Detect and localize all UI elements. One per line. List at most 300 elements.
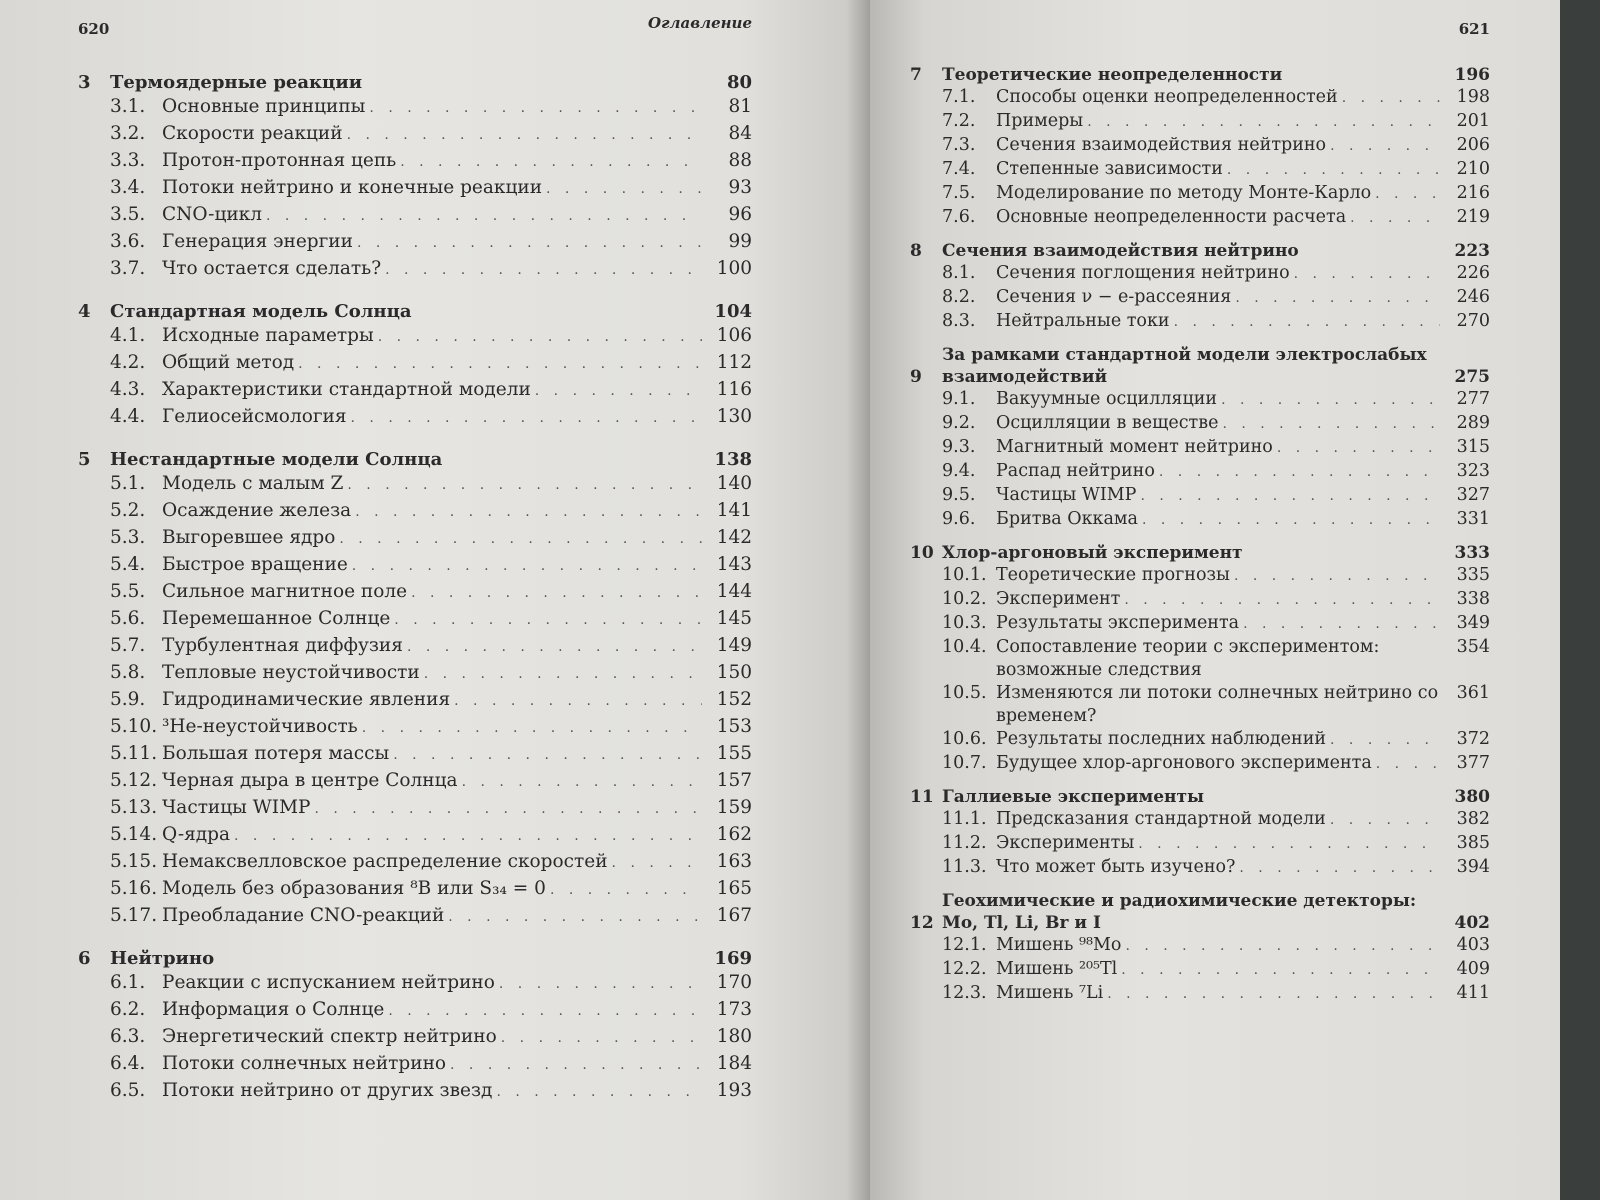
entry-number: 9.3. — [942, 437, 976, 457]
chapter-heading[interactable] — [78, 948, 752, 970]
toc-entry[interactable] — [910, 262, 1490, 286]
chapter-block — [910, 64, 1490, 230]
entry-number: 10.6. — [942, 729, 987, 749]
toc-entry[interactable] — [78, 660, 752, 687]
toc-entry[interactable] — [78, 552, 752, 579]
entry-page: 145 — [716, 608, 752, 629]
entry-number: 4.1. — [110, 325, 146, 346]
entry-number: 6.1. — [110, 972, 146, 993]
entry-page: 143 — [716, 554, 752, 575]
right-page-number: 621 — [1458, 20, 1490, 38]
entry-number: 10.5. — [942, 683, 987, 703]
chapter-heading[interactable] — [78, 301, 752, 323]
chapter-page: 223 — [1454, 241, 1490, 261]
dot-leader — [407, 635, 702, 660]
entry-title: Мишень ⁷Li — [996, 983, 1104, 1003]
entry-number: 6.2. — [110, 999, 146, 1020]
entry-page: 216 — [1456, 183, 1490, 203]
entry-title: Тепловые неустойчивости — [162, 662, 420, 683]
chapter-block — [78, 948, 752, 1105]
entry-number: 5.6. — [110, 608, 146, 629]
dot-leader — [362, 716, 702, 741]
toc-entry[interactable] — [910, 682, 1490, 728]
dot-leader — [1121, 959, 1440, 982]
dot-leader — [1235, 287, 1440, 310]
entry-page: 206 — [1456, 135, 1490, 155]
chapter-block — [910, 240, 1490, 334]
entry-title: ³He-неустойчивость — [162, 716, 358, 737]
dot-leader — [496, 1080, 702, 1105]
chapter-page: 80 — [726, 72, 752, 93]
dot-leader — [378, 325, 702, 350]
entry-title: Общий метод — [162, 352, 295, 373]
dot-leader — [450, 1053, 702, 1078]
toc-entry[interactable] — [910, 412, 1490, 436]
dot-leader — [424, 662, 702, 687]
toc-entry[interactable] — [78, 1024, 752, 1051]
chapter-block — [78, 301, 752, 431]
entry-number: 8.2. — [942, 287, 976, 307]
entry-title: Теоретические прогнозы — [996, 565, 1230, 585]
toc-entry[interactable] — [910, 564, 1490, 588]
dot-leader — [448, 905, 702, 930]
entry-page: 411 — [1456, 983, 1490, 1003]
entry-number: 9.6. — [942, 509, 976, 529]
entry-title: Результаты последних наблюдений — [996, 729, 1327, 749]
toc-entry[interactable] — [78, 148, 752, 175]
dot-leader — [234, 824, 702, 849]
entry-title: Потоки нейтрино и конечные реакции — [162, 177, 543, 198]
chapter-title: Галлиевые эксперименты — [942, 787, 1205, 807]
toc-entry[interactable] — [78, 1078, 752, 1105]
toc-entry[interactable] — [78, 323, 752, 350]
toc-entry[interactable] — [78, 94, 752, 121]
entry-page: 149 — [716, 635, 752, 656]
dot-leader — [351, 406, 702, 431]
toc-entry[interactable] — [78, 768, 752, 795]
entry-page: 354 — [1456, 637, 1490, 657]
toc-entry[interactable] — [910, 134, 1490, 158]
entry-number: 7.6. — [942, 207, 976, 227]
entry-page: 116 — [716, 379, 752, 400]
running-title: Оглавление — [648, 14, 752, 32]
chapter-heading[interactable] — [78, 72, 752, 94]
toc-entry[interactable] — [910, 508, 1490, 532]
dot-leader — [1350, 207, 1440, 230]
entry-number: 8.3. — [942, 311, 976, 331]
entry-number: 5.8. — [110, 662, 146, 683]
dot-leader — [1222, 413, 1440, 436]
toc-entry[interactable] — [78, 997, 752, 1024]
dot-leader — [454, 689, 702, 714]
entry-title: Моделирование по методу Монте-Карло — [996, 183, 1372, 203]
dot-leader — [1342, 87, 1440, 110]
entry-page: 100 — [716, 258, 752, 279]
entry-title: Информация о Солнце — [162, 999, 385, 1020]
entry-number: 11.2. — [942, 833, 987, 853]
dot-leader — [1239, 857, 1440, 880]
dot-leader — [1234, 565, 1440, 588]
entry-title: Вакуумные осцилляции — [996, 389, 1218, 409]
toc-entry[interactable] — [78, 795, 752, 822]
dot-leader — [550, 878, 702, 903]
toc-entry[interactable] — [910, 808, 1490, 832]
dot-leader — [339, 527, 702, 552]
entry-number: 10.2. — [942, 589, 987, 609]
entry-title: Модель без образования ⁸B или S₃₄ = 0 — [162, 878, 546, 899]
toc-entry[interactable] — [78, 471, 752, 498]
chapter-heading[interactable] — [910, 240, 1490, 262]
entry-page: 141 — [716, 500, 752, 521]
entry-number: 5.5. — [110, 581, 146, 602]
dot-leader — [347, 123, 702, 148]
chapter-block — [78, 72, 752, 283]
entry-title: Предсказания стандартной модели — [996, 809, 1326, 829]
entry-title: Черная дыра в центре Солнца — [162, 770, 458, 791]
toc-entry[interactable] — [78, 1051, 752, 1078]
toc-entry[interactable] — [910, 158, 1490, 182]
entry-title: Сечения взаимодействия нейтрино — [996, 135, 1327, 155]
left-toc — [78, 72, 752, 1105]
chapter-title: Нестандартные модели Солнца — [110, 449, 443, 470]
entry-number: 9.1. — [942, 389, 976, 409]
toc-entry[interactable] — [78, 229, 752, 256]
entry-title: Распад нейтрино — [996, 461, 1155, 481]
dot-leader — [1159, 461, 1440, 484]
entry-page: 167 — [716, 905, 752, 926]
chapter-page: 333 — [1454, 543, 1490, 563]
dot-leader — [546, 177, 702, 202]
dot-leader — [394, 608, 702, 633]
toc-entry[interactable] — [910, 436, 1490, 460]
dot-leader — [314, 797, 702, 822]
toc-entry[interactable] — [910, 832, 1490, 856]
dot-leader — [535, 379, 702, 404]
entry-title: Сопоставление теории с экспериментом: возможные следствия — [996, 637, 1380, 680]
entry-number: 3.2. — [110, 123, 146, 144]
toc-entry[interactable] — [78, 121, 752, 148]
dot-leader — [1221, 389, 1440, 412]
dot-leader — [1330, 729, 1440, 752]
chapter-heading[interactable] — [910, 344, 1490, 388]
entry-title: Преобладание CNO-реакций — [162, 905, 445, 926]
dot-leader — [298, 352, 702, 377]
toc-entry[interactable] — [78, 498, 752, 525]
toc-entry[interactable] — [78, 350, 752, 377]
chapter-number: 12 — [910, 913, 934, 933]
entry-number: 5.17. — [110, 905, 158, 926]
entry-title: Бритва Оккама — [996, 509, 1138, 529]
entry-page: 130 — [716, 406, 752, 427]
toc-entry[interactable] — [910, 286, 1490, 310]
entry-title: Что может быть изучено? — [996, 857, 1236, 877]
entry-title: Магнитный момент нейтрино — [996, 437, 1273, 457]
toc-entry[interactable] — [78, 741, 752, 768]
dot-leader — [1277, 437, 1440, 460]
entry-number: 9.5. — [942, 485, 976, 505]
toc-entry[interactable] — [910, 110, 1490, 134]
toc-entry[interactable] — [910, 206, 1490, 230]
chapter-page: 380 — [1454, 787, 1490, 807]
chapter-page: 104 — [714, 301, 752, 322]
dot-leader — [612, 851, 702, 876]
dot-leader — [385, 258, 702, 283]
toc-entry[interactable] — [78, 714, 752, 741]
entry-page: 96 — [728, 204, 752, 225]
dot-leader — [411, 581, 702, 606]
entry-number: 5.16. — [110, 878, 158, 899]
entry-page: 327 — [1456, 485, 1490, 505]
chapter-page: 196 — [1454, 65, 1490, 85]
toc-entry[interactable] — [910, 636, 1490, 682]
entry-number: 5.4. — [110, 554, 146, 575]
toc-entry[interactable] — [78, 970, 752, 997]
entry-number: 4.3. — [110, 379, 146, 400]
entry-title: Модель с малым Z — [162, 473, 344, 494]
entry-title: Частицы WIMP — [162, 797, 311, 818]
chapter-number: 4 — [78, 301, 91, 322]
dot-leader — [1138, 833, 1440, 856]
chapter-number: 3 — [78, 72, 91, 93]
entry-title: Быстрое вращение — [162, 554, 348, 575]
entry-number: 12.1. — [942, 935, 987, 955]
toc-entry[interactable] — [78, 404, 752, 431]
toc-entry[interactable] — [78, 606, 752, 633]
toc-entry[interactable] — [78, 903, 752, 930]
entry-number: 5.2. — [110, 500, 146, 521]
entry-title: Нейтральные токи — [996, 311, 1170, 331]
dot-leader — [499, 972, 702, 997]
dot-leader — [1330, 135, 1440, 158]
toc-entry[interactable] — [78, 525, 752, 552]
entry-page: 409 — [1456, 959, 1490, 979]
dot-leader — [266, 204, 702, 229]
entry-number: 7.5. — [942, 183, 976, 203]
left-page-number: 620 — [78, 20, 110, 38]
entry-title: Q-ядра — [162, 824, 231, 845]
entry-title: Мишень ²⁰⁵Tl — [996, 959, 1118, 979]
entry-number: 10.7. — [942, 753, 987, 773]
entry-title: Изменяются ли потоки солнечных нейтрино со временем? — [996, 683, 1439, 726]
toc-entry[interactable] — [910, 86, 1490, 110]
entry-number: 3.5. — [110, 204, 146, 225]
entry-page: 88 — [728, 150, 752, 171]
entry-number: 6.5. — [110, 1080, 146, 1101]
entry-number: 5.11. — [110, 743, 158, 764]
entry-title: Примеры — [996, 111, 1084, 131]
chapter-number: 7 — [910, 65, 922, 85]
entry-number: 5.15. — [110, 851, 158, 872]
chapter-block — [910, 542, 1490, 776]
entry-number: 12.3. — [942, 983, 987, 1003]
chapter-block — [78, 449, 752, 930]
toc-entry[interactable] — [78, 687, 752, 714]
chapter-number: 8 — [910, 241, 922, 261]
toc-entry[interactable] — [910, 182, 1490, 206]
toc-entry[interactable] — [78, 579, 752, 606]
entry-number: 7.4. — [942, 159, 976, 179]
toc-entry[interactable] — [78, 876, 752, 903]
toc-entry[interactable] — [78, 202, 752, 229]
entry-number: 12.2. — [942, 959, 987, 979]
entry-page: 81 — [728, 96, 752, 117]
entry-number: 10.4. — [942, 637, 987, 657]
entry-number: 3.1. — [110, 96, 146, 117]
entry-number: 7.2. — [942, 111, 976, 131]
entry-page: 270 — [1456, 311, 1490, 331]
entry-number: 7.1. — [942, 87, 976, 107]
entry-title: Способы оценки неопределенностей — [996, 87, 1338, 107]
entry-title: Характеристики стандартной модели — [162, 379, 531, 400]
chapter-number: 10 — [910, 543, 934, 563]
chapter-block — [910, 344, 1490, 532]
entry-page: 152 — [716, 689, 752, 710]
chapter-number: 5 — [78, 449, 91, 470]
entry-page: 277 — [1456, 389, 1490, 409]
entry-page: 377 — [1456, 753, 1490, 773]
entry-page: 140 — [716, 473, 752, 494]
entry-page: 323 — [1456, 461, 1490, 481]
dot-leader — [1174, 311, 1440, 334]
entry-page: 165 — [716, 878, 752, 899]
toc-entry[interactable] — [78, 377, 752, 404]
toc-entry[interactable] — [910, 752, 1490, 776]
entry-title: Реакции с испусканием нейтрино — [162, 972, 495, 993]
entry-title: Мишень ⁹⁸Mo — [996, 935, 1122, 955]
chapter-heading[interactable] — [910, 542, 1490, 564]
entry-page: 155 — [716, 743, 752, 764]
entry-number: 3.7. — [110, 258, 146, 279]
dot-leader — [462, 770, 702, 795]
chapter-heading[interactable] — [910, 890, 1490, 934]
entry-title: Потоки нейтрино от других звезд — [162, 1080, 493, 1101]
toc-entry[interactable] — [78, 256, 752, 283]
toc-entry[interactable] — [910, 934, 1490, 958]
entry-page: 150 — [716, 662, 752, 683]
entry-title: Осаждение железа — [162, 500, 352, 521]
entry-number: 6.3. — [110, 1026, 146, 1047]
toc-entry[interactable] — [78, 633, 752, 660]
entry-page: 226 — [1456, 263, 1490, 283]
entry-title: Генерация энергии — [162, 231, 353, 252]
entry-number: 5.3. — [110, 527, 146, 548]
chapter-title: Хлор-аргоновый эксперимент — [942, 543, 1243, 563]
toc-entry[interactable] — [910, 484, 1490, 508]
chapter-page: 169 — [714, 948, 752, 969]
chapter-page: 138 — [714, 449, 752, 470]
entry-page: 106 — [716, 325, 752, 346]
entry-page: 162 — [716, 824, 752, 845]
entry-title: Сильное магнитное поле — [162, 581, 408, 602]
chapter-number: 9 — [910, 367, 922, 387]
chapter-title: Нейтрино — [110, 948, 215, 969]
chapter-title: Геохимические и радиохимические детекторы: Mo, Tl, Li, Br и I — [942, 891, 1417, 933]
entry-title: Скорости реакций — [162, 123, 343, 144]
entry-title: Гелиосейсмология — [162, 406, 347, 427]
entry-page: 372 — [1456, 729, 1490, 749]
toc-entry[interactable] — [910, 982, 1490, 1006]
entry-page: 99 — [728, 231, 752, 252]
right-page — [870, 0, 1560, 1200]
dot-leader — [1227, 159, 1440, 182]
chapter-heading[interactable] — [78, 449, 752, 471]
chapter-number: 11 — [910, 787, 934, 807]
dot-leader — [1124, 589, 1440, 612]
entry-page: 184 — [716, 1053, 752, 1074]
chapter-title: За рамками стандартной модели электрослабых взаимодействий — [942, 345, 1427, 387]
entry-number: 5.14. — [110, 824, 158, 845]
entry-page: 193 — [716, 1080, 752, 1101]
entry-number: 6.4. — [110, 1053, 146, 1074]
toc-entry[interactable] — [910, 612, 1490, 636]
toc-entry[interactable] — [910, 958, 1490, 982]
entry-number: 3.3. — [110, 150, 146, 171]
toc-entry[interactable] — [78, 822, 752, 849]
dot-leader — [1125, 935, 1440, 958]
entry-title: CNO-цикл — [162, 204, 262, 225]
dot-leader — [1087, 111, 1440, 134]
entry-page: 144 — [716, 581, 752, 602]
chapter-heading[interactable] — [910, 786, 1490, 808]
chapter-title: Теоретические неопределенности — [942, 65, 1283, 85]
entry-number: 7.3. — [942, 135, 976, 155]
toc-entry[interactable] — [910, 728, 1490, 752]
chapter-block — [910, 786, 1490, 880]
entry-page: 349 — [1456, 613, 1490, 633]
toc-entry[interactable] — [910, 310, 1490, 334]
entry-title: Большая потеря массы — [162, 743, 390, 764]
entry-page: 385 — [1456, 833, 1490, 853]
entry-title: Эксперимент — [996, 589, 1121, 609]
chapter-number: 6 — [78, 948, 91, 969]
entry-page: 331 — [1456, 509, 1490, 529]
toc-entry[interactable] — [910, 588, 1490, 612]
entry-page: 289 — [1456, 413, 1490, 433]
entry-page: 157 — [716, 770, 752, 791]
entry-title: Будущее хлор-аргонового эксперимента — [996, 753, 1372, 773]
dot-leader — [1142, 509, 1440, 532]
entry-page: 180 — [716, 1026, 752, 1047]
entry-page: 159 — [716, 797, 752, 818]
chapter-heading[interactable] — [910, 64, 1490, 86]
entry-number: 4.4. — [110, 406, 146, 427]
entry-title: Протон-протонная цепь — [162, 150, 397, 171]
dot-leader — [393, 743, 702, 768]
dot-leader — [355, 500, 702, 525]
entry-title: Основные принципы — [162, 96, 366, 117]
toc-entry[interactable] — [910, 388, 1490, 412]
entry-title: Основные неопределенности расчета — [996, 207, 1347, 227]
dot-leader — [1330, 809, 1440, 832]
entry-title: Немаксвелловское распределение скоростей — [162, 851, 608, 872]
entry-number: 9.4. — [942, 461, 976, 481]
entry-title: Сечения поглощения нейтрино — [996, 263, 1290, 283]
entry-number: 5.9. — [110, 689, 146, 710]
dot-leader — [388, 999, 702, 1024]
entry-page: 93 — [728, 177, 752, 198]
dot-leader — [1243, 613, 1440, 636]
entry-page: 201 — [1456, 111, 1490, 131]
toc-entry[interactable] — [78, 849, 752, 876]
entry-title: Частицы WIMP — [996, 485, 1137, 505]
entry-title: Исходные параметры — [162, 325, 374, 346]
entry-page: 112 — [716, 352, 752, 373]
toc-entry[interactable] — [910, 856, 1490, 880]
toc-entry[interactable] — [910, 460, 1490, 484]
toc-entry[interactable] — [78, 175, 752, 202]
entry-number: 5.1. — [110, 473, 146, 494]
entry-page: 338 — [1456, 589, 1490, 609]
